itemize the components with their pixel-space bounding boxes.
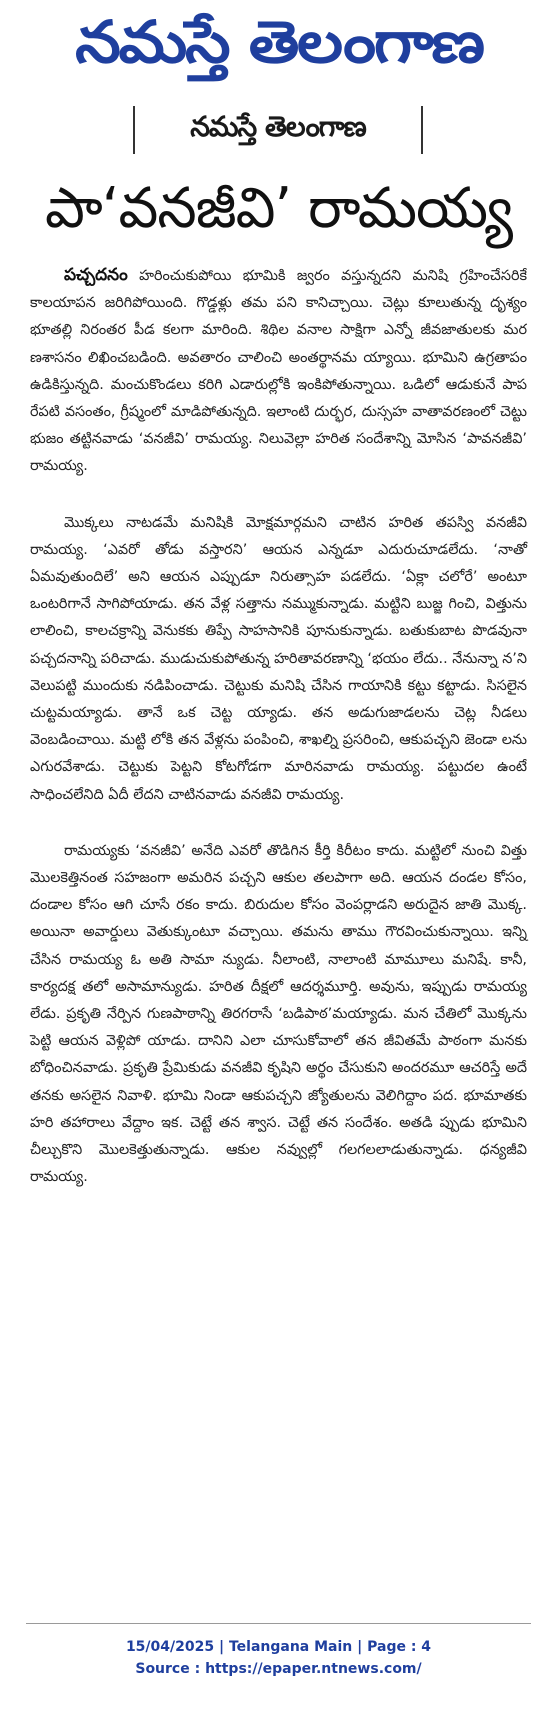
footer-edition-info: 15/04/2025 | Telangana Main | Page : 4 — [125, 1639, 432, 1655]
article-headline: పా‘వనజీవి’ రామయ్య — [44, 176, 513, 241]
left-divider — [133, 106, 135, 154]
footer-divider — [26, 1623, 531, 1624]
section-label: నమస్తే తెలంగాణ — [190, 110, 366, 143]
article-body — [30, 262, 527, 1192]
page-footer — [0, 1636, 557, 1680]
paragraph-1 — [30, 262, 527, 481]
article-headline-wrap — [20, 166, 537, 252]
section-label-box — [133, 104, 423, 156]
paragraph-1-text: హరించుకుపోయి భూమికి జ్వరం వస్తున్నదని మనిషి గ్రహించేసరికే కాలయాపన జరిగిపోయింది. గొడ్డళ్లు తమ పని కానిచ్చాయి. చెట్లు కూలుతున్న దృశ్యం భూతల్లి నిరంతర పీడ కలగా మారింది. శిథిల వనాల సాక్షిగా ఎన్నో జీవజాతులకు మర ణశాసనం లిఖించబడింది. అవతారం చాలించి అంతర్థానమ య్యాయి. భూమిని ఉగ్రతాపం ఉడికిస్తున్నది. మంచుకొండలు కరిగి ఎడారుల్లోకి ఇంకిపోతున్నాయి. ఒడిలో ఆడుకునే పాప రేపటి వసంతం, గ్రీష్మంలో మాడిపోతున్నది. ఇలాంటి దుర్భర, దుస్సహ వాతావరణంలో చెట్టు భుజం తట్టినవాడు ‘వనజీవి’ రామయ్య. నిలువెల్లా హరిత సందేశాన్ని మోసిన ‘పావనజీవి’ రామయ్య. — [30, 268, 527, 475]
paragraph-2: మొక్కలు నాటడమే మనిషికి మోక్షమార్గమని చాటిన హరిత తపస్వి వనజీవి రామయ్య. ‘ఎవరో తోడు వస్తారని’ ఆయన ఎన్నడూ ఎదురుచూడలేదు. ‘నాతో ఏమవుతుందిలే’ అని ఆయన ఎప్పుడూ నిరుత్సాహ పడలేదు. ‘ఏక్లా చలోరే’ అంటూ ఒంటరిగానే సాగిపోయాడు. తన వేళ్ల సత్తాను నమ్ముకున్నాడు. మట్టిని బుజ్జ గించి, విత్తును లాలించి, కాలచక్రాన్ని వెనుకకు తిప్పే సాహసానికి పూనుకున్నాడు. బతుకుబాట పొడవునా పచ్చదనాన్ని పరిచాడు. ముడుచుకుపోతున్న హరితావరణాన్ని ‘భయం లేదు.. నేనున్నా న’ని వెలుపట్టి ముందుకు నడిపించాడు. చెట్టుకు మనిషి చేసిన గాయానికి కట్టు కట్టాడు. సిసలైన చుట్టమయ్యాడు. తానే ఒక చెట్ట య్యాడు. తన అడుగుజాడలను చెట్ల నీడలు వెంబడించాయి. మట్టి లోకి తన వేళ్లను పంపించి, శాఖల్ని ప్రసరించి, ఆకుపచ్చని జెండా లను ఎగురవేశాడు. చెట్టుకు పెట్టని కోటగోడగా మారినవాడు రామయ్య. పట్టుదల ఉంటే సాధించలేనిది ఏదీ లేదని చాటినవాడు వనజీవి రామయ్య. — [30, 514, 527, 803]
footer-source-link[interactable]: Source : https://epaper.ntnews.com/ — [135, 1661, 422, 1677]
newspaper-masthead — [0, 6, 557, 78]
paragraph-3: రామయ్యకు ‘వనజీవి’ అనేది ఎవరో తొడిగిన కీర్తి కిరీటం కాదు. మట్టిలో నుంచి విత్తు మొలకెత్తినంత సహజంగా అమరిన పచ్చని ఆకుల తలపాగా అది. ఆయన దండల కోసం, దండాల కోసం ఆగి చూసే రకం కాదు. బిరుదుల కోసం వెంపర్లాడని అరుదైన జాతి మొక్క. అయినా అవార్డులు వెతుక్కుంటూ వచ్చాయి. తమను తాము గౌరవించుకున్నాయి. ఇన్ని చేసిన రామయ్య ఓ అతి సామా న్యుడు. నీలాంటి, నాలాంటి మామూలు మనిషే. కానీ, కార్యదక్ష తలో అసామాన్యుడు. హరిత దీక్షలో ఆదర్శమూర్తి. అవును, ఇప్పుడు రామయ్య లేడు. ప్రకృతి నేర్పిన గుణపాఠాన్ని తిరగరాసే ‘బడిపాఠ’మయ్యాడు. మన చేతిలో మొక్కను పెట్టి ఆయన వెళ్లిపో యాడు. దానిని ఎలా చూసుకోవాలో తన జీవితమే పాఠంగా మనకు బోధించినవాడు. ప్రకృతి ప్రేమికుడు వనజీవి కృషిని అర్థం చేసుకుని అందరమూ ఆచరిస్తే అదే తనకు అసలైన నివాళి. భూమి నిండా ఆకుపచ్చని జ్యోతులను వెలిగిద్దాం పద. భూమాతకు హరి తహారాలు వేద్దాం ఇక. చెట్టే తన శ్వాస. చెట్టే తన సందేశం. అతడి ప్పుడు భూమిని చీల్చుకొని మొలకెత్తుతున్నాడు. ఆకుల నవ్వుల్లో గలగలలాడుతున్నాడు. ధన్యజీవి రామయ్య. — [30, 842, 527, 1186]
right-divider — [421, 106, 423, 154]
paragraph-lead-word: పచ్చదనం — [64, 265, 128, 285]
masthead-title: నమస్తే తెలంగాణ — [74, 8, 483, 76]
